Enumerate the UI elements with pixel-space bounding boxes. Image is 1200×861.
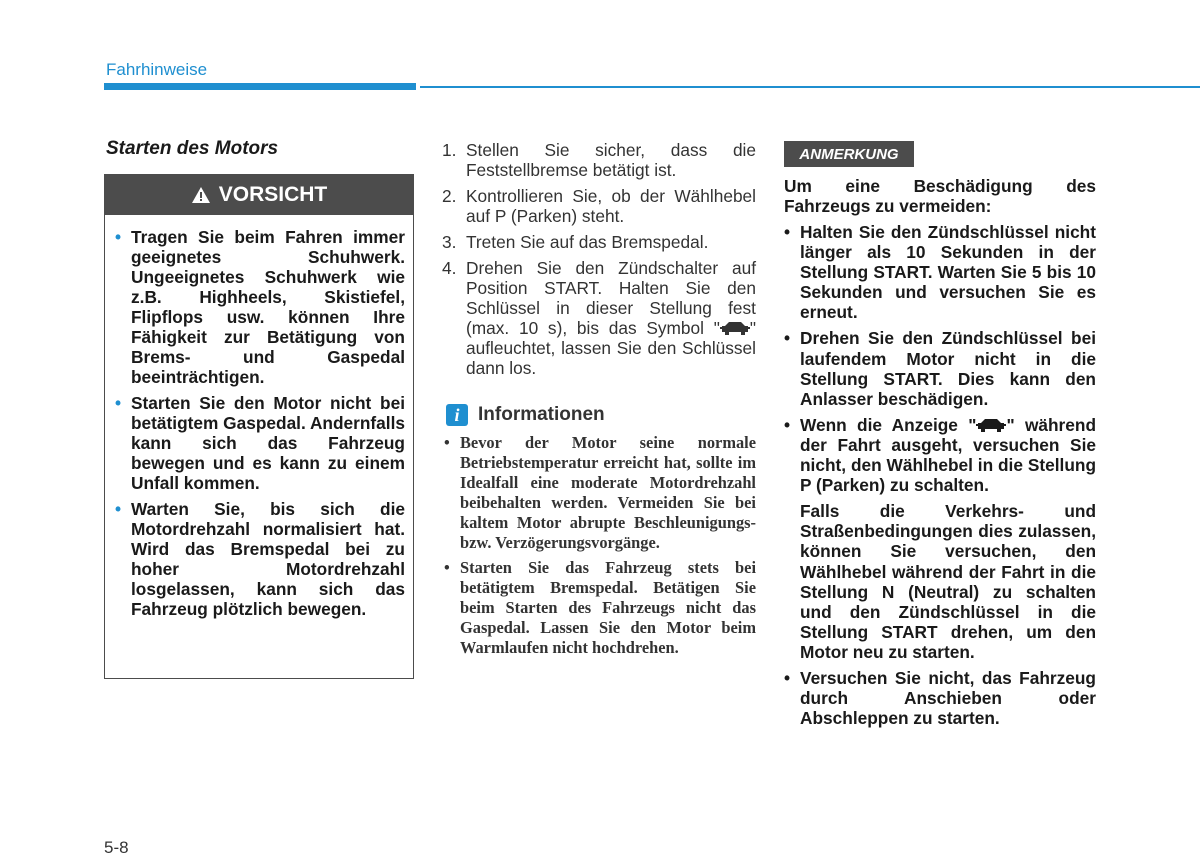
caution-header (105, 175, 413, 215)
start-steps-list (442, 140, 756, 384)
header-rule-thin (420, 86, 1200, 88)
note-intro: Um eine Beschädigung des Fahrzeugs zu vermeiden: (784, 176, 1096, 216)
bullet-icon: • (784, 328, 791, 349)
step-item: 3. Treten Sie auf das Bremspedal. (442, 232, 709, 252)
note-subparagraph: Falls die Verkehrs- und Straßenbedingungen dies zulassen, können Sie versuchen, den Wählhebel während der Fahrt in die Stellung N (Neutral) zu schalten und den Zündschlüssel in die Stellung START drehen, um den Motor neu zu starten. (800, 501, 1096, 662)
bullet-icon: • (784, 667, 791, 688)
info-title: Informationen (478, 404, 605, 425)
car-ready-symbol-icon (976, 418, 1006, 432)
note-item: • Halten Sie den Zündschlüssel nicht länger als 10 Sekunden in der Stellung START. Warten Sie 5 bis 10 Sekunden und versuchen Sie es erneut. (784, 222, 1096, 323)
info-header (446, 404, 605, 426)
car-ready-symbol-icon (720, 321, 750, 335)
warning-triangle-icon (191, 186, 211, 204)
note-item: • Versuchen Sie nicht, das Fahrzeug durch Anschieben oder Abschleppen zu starten. (784, 667, 1096, 729)
info-icon: i (446, 404, 468, 426)
info-list (444, 433, 756, 662)
section-heading: Starten des Motors (106, 138, 279, 159)
bullet-icon: • (115, 393, 122, 413)
step-item: 2. Kontrollieren Sie, ob der Wählhebel auf P (Parken) steht. (442, 186, 756, 226)
bullet-icon: • (784, 222, 791, 242)
info-item: • Starten Sie das Fahrzeug stets bei betätigtem Bremspedal. Betätigen Sie beim Starten des Fahrzeugs nicht das Gaspedal. Lassen Sie den Motor beim Warmlaufen nicht hochdrehen. (444, 557, 756, 657)
caution-title: VORSICHT (218, 183, 328, 206)
caution-list (115, 227, 405, 625)
note-item: • Wenn die Anzeige " " während der Fahrt ausgeht, versuchen Sie nicht, den Wählhebel in die Stellung P (Parken) zu schalten. Falls die Verkehrs- und Straßenbedingungen dies zulassen, können Sie versuchen, den Wählhebel während der Fahrt in die Stellung N (Neutral) zu schalten und den Zündschlüssel in die Stellung START drehen, um den Motor neu zu starten. (784, 414, 1096, 662)
info-item: • Bevor der Motor seine normale Betriebstemperatur erreicht hat, sollte im Idealfall eine moderate Motordrehzahl beibehalten werden. Vermeiden Sie bei kaltem Motor abrupte Beschleunigungs- bzw. Verzögerungsvorgänge. (444, 433, 756, 553)
note-badge: ANMERKUNG (784, 141, 914, 167)
caution-box (104, 174, 414, 679)
header-rule-thick (104, 83, 416, 90)
caution-item: • Warten Sie, bis sich die Motordrehzahl normalisiert hat. Wird das Bremspedal bei zu hoher Motordrehzahl losgelassen, kann sich das Fahrzeug plötzlich bewegen. (115, 499, 405, 619)
bullet-icon: • (444, 557, 450, 577)
note-item: • Drehen Sie den Zündschlüssel bei laufendem Motor nicht in die Stellung START. Dies kann den Anlasser beschädigen. (784, 328, 1096, 409)
step-item: 1. Stellen Sie sicher, dass die Feststellbremse betätigt ist. (442, 140, 756, 180)
section-title: Fahrhinweise (106, 60, 208, 79)
bullet-icon: • (115, 499, 122, 519)
bullet-icon: • (444, 433, 450, 452)
bullet-icon: • (115, 227, 122, 247)
page-number: 5-8 (104, 838, 129, 857)
step-item: 4. Drehen Sie den Zündschalter auf Position START. Halten Sie den Schlüssel in dieser Stellung fest (max. 10 s), bis das Symbol " " aufleuchtet, lassen Sie den Schlüssel dann los. (442, 258, 756, 378)
note-list (784, 222, 1096, 734)
caution-item: • Tragen Sie beim Fahren immer geeignetes Schuhwerk. Ungeeignetes Schuhwerk wie z.B. Highheels, Skistiefel, Flipflops usw. können Ihre Fähigkeit zur Betätigung von Brems- und Gaspedal beeinträchtigen. (115, 227, 405, 387)
bullet-icon: • (784, 414, 791, 435)
caution-item: • Starten Sie den Motor nicht bei betätigtem Gaspedal. Andernfalls kann sich das Fahrzeug bewegen und es kann zu einem Unfall kommen. (115, 393, 406, 493)
